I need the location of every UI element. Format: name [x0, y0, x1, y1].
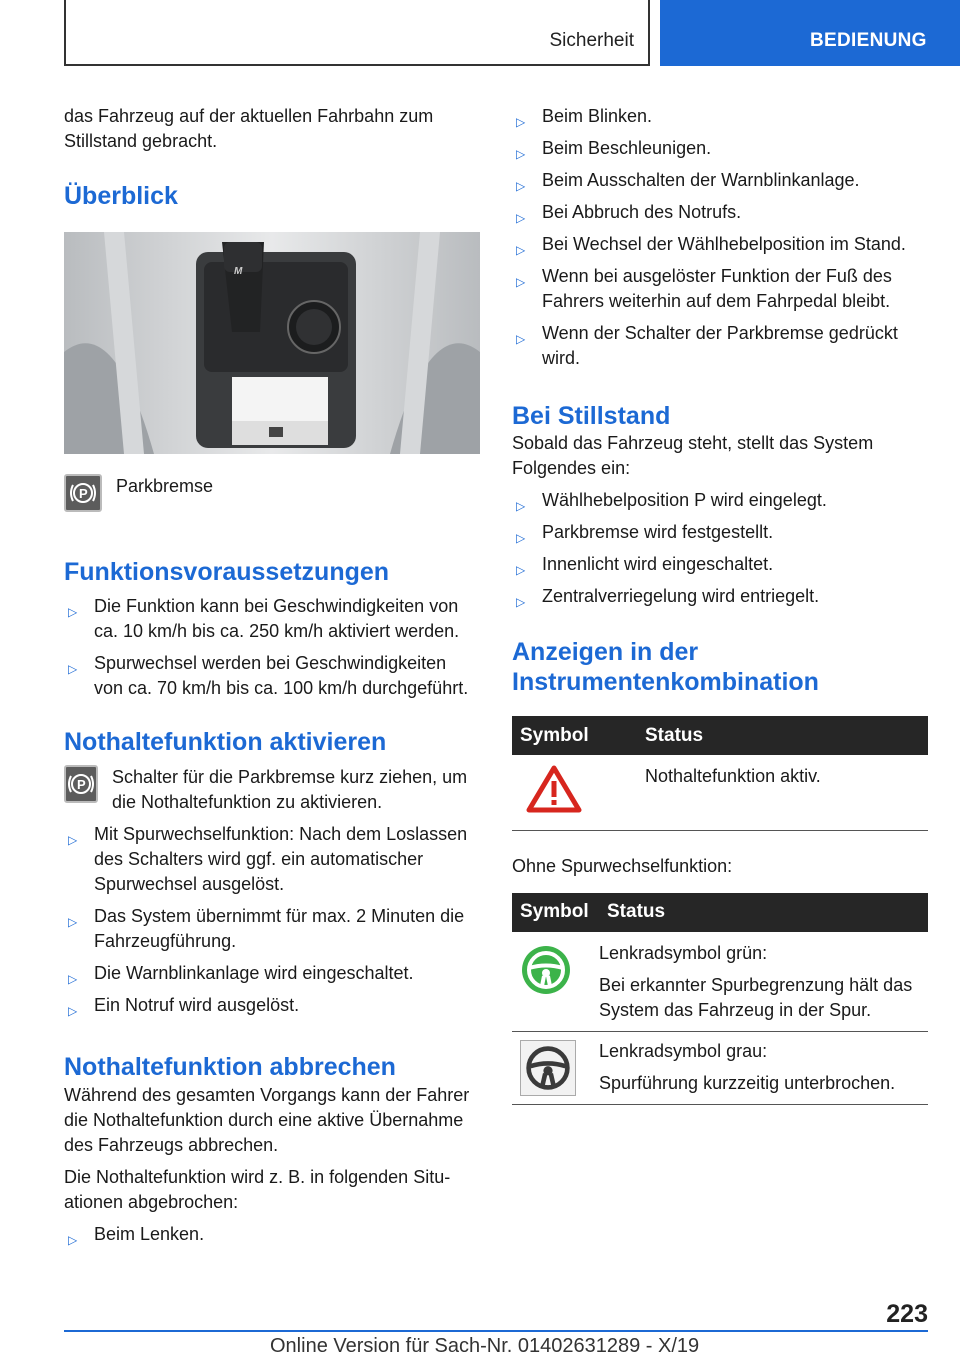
header-chapter-title: BEDIENUNG	[810, 30, 927, 51]
warning-triangle-icon	[526, 765, 582, 813]
bullet-triangle-icon: ▷	[68, 662, 78, 676]
bullet-triangle-icon: ▷	[516, 211, 526, 225]
bullet-triangle-icon: ▷	[516, 115, 526, 129]
standstill-heading: Bei Stillstand	[512, 402, 671, 430]
bullet-triangle-icon: ▷	[68, 915, 78, 929]
list-item: ▷ Wenn der Schalter der Parkbremse gedrückt wird.	[516, 323, 898, 368]
requirements-heading: Funktionsvoraussetzungen	[64, 558, 390, 586]
list-item: ▷ Mit Spurwechselfunktion: Nach dem Loslassen des Schalters wird ggf. ein automatischer Spurwechsel ausgelöst.	[68, 824, 468, 894]
activate-text: Schalter für die Parkbremse kurz ziehen, um die Nothaltefunktion zu aktivieren.	[112, 767, 468, 812]
list-item: ▷ Parkbremse wird festgestellt.	[512, 520, 928, 545]
list-item: ▷ Beim Lenken.	[64, 1222, 480, 1247]
abort-paragraph-2: Die Nothaltefunktion wird z. B. in folgenden Situationen abgebrochen:	[64, 1167, 451, 1212]
right-column	[512, 100, 928, 1105]
list-item: ▷ Zentralverriegelung wird entriegelt.	[512, 584, 928, 609]
list-item: ▷ Beim Ausschalten der Warnblinkanlage.	[512, 168, 928, 193]
list-item: ▷ Spurwechsel werden bei Geschwindigkeiten von ca. 70 km/h bis ca. 100 km/h durchgeführt.	[68, 653, 469, 698]
parkbremse-legend	[64, 474, 480, 512]
parkbremse-label: Parkbremse	[116, 476, 214, 496]
svg-text:P: P	[79, 486, 88, 501]
bullet-triangle-icon: ▷	[516, 595, 526, 609]
table-row	[512, 755, 928, 830]
parking-brake-icon	[64, 474, 102, 512]
page-number: 223	[886, 1300, 928, 1328]
bullet-triangle-icon: ▷	[68, 605, 78, 619]
bullet-triangle-icon: ▷	[68, 833, 78, 847]
list-item: ▷ Das System übernimmt für max. 2 Minuten die Fahrzeugführung.	[68, 906, 465, 951]
abort-list-continued	[512, 104, 928, 371]
bullet-triangle-icon: ▷	[516, 147, 526, 161]
header-chapter-tab	[660, 0, 960, 66]
list-item: ▷ Beim Beschleunigen.	[512, 136, 928, 161]
status-description: Bei erkannter Spurbegrenzung hält das System das Fahrzeug in der Spur.	[599, 974, 913, 1020]
table-cell-status: Nothaltefunktion aktiv.	[637, 755, 928, 830]
bullet-triangle-icon: ▷	[516, 499, 526, 513]
list-item: ▷ Wenn bei ausgelöster Funktion der Fuß des Fahrers weiterhin auf dem Fahrpedal bleibt.	[516, 266, 892, 311]
table-header-status: Status	[599, 893, 928, 932]
list-item: ▷ Innenlicht wird eingeschaltet.	[512, 552, 928, 577]
bullet-triangle-icon: ▷	[68, 1004, 78, 1018]
table-header-symbol: Symbol	[512, 716, 637, 755]
overview-heading: Überblick	[64, 182, 178, 210]
activate-list	[64, 822, 480, 1018]
parking-brake-icon	[64, 765, 98, 803]
status-table-1	[512, 716, 928, 831]
bullet-triangle-icon: ▷	[516, 332, 526, 346]
bullet-triangle-icon: ▷	[516, 563, 526, 577]
footer-text: Online Version für Sach-Nr. 01402631289 - X/19	[270, 1335, 700, 1357]
list-item: ▷ Beim Blinken.	[512, 104, 928, 129]
table-row	[512, 1031, 928, 1104]
list-item: ▷ Bei Wechsel der Wählhebelposition im Stand.	[512, 232, 928, 257]
intro-text: das Fahrzeug auf der aktuellen Fahrbahn zum Stillstand gebracht.	[64, 106, 434, 151]
bullet-triangle-icon: ▷	[516, 275, 526, 289]
list-item: ▷ Die Funktion kann bei Geschwindigkeiten von ca. 10 km/h bis ca. 250 km/h aktiviert werden.	[68, 596, 460, 641]
console-photo	[64, 232, 480, 454]
table-header-status: Status	[637, 716, 928, 755]
activate-legend	[64, 765, 480, 815]
status-table-2	[512, 893, 928, 1105]
list-item: ▷ Bei Abbruch des Notrufs.	[512, 200, 928, 225]
status-description: Spurführung kurzzeitig unterbrochen.	[599, 1072, 896, 1093]
activate-heading: Nothaltefunktion aktivieren	[64, 728, 387, 756]
left-column	[64, 100, 480, 1247]
abort-paragraph-1: Während des gesamten Vorgangs kann der Fahrer die Nothaltefunktion durch eine aktive Übernahme des Fahrzeugs abbrechen.	[64, 1085, 470, 1155]
steering-wheel-grey-icon	[520, 1040, 576, 1096]
list-item: ▷ Ein Notruf wird ausgelöst.	[64, 993, 480, 1018]
footer-divider	[64, 1330, 928, 1332]
display-heading: Anzeigen in der Instrumentenkombination	[512, 638, 819, 696]
status-title: Lenkradsymbol grün:	[599, 942, 768, 963]
abort-heading: Nothaltefunktion abbrechen	[64, 1053, 396, 1081]
list-item: ▷ Die Warnblinkanlage wird eingeschaltet.	[64, 961, 480, 986]
abort-list	[64, 1222, 480, 1247]
svg-text:M: M	[234, 266, 243, 277]
standstill-text: Sobald das Fahrzeug steht, stellt das System Folgendes ein:	[512, 433, 874, 478]
svg-text:P: P	[77, 777, 86, 792]
bullet-triangle-icon: ▷	[516, 179, 526, 193]
requirements-list	[64, 594, 480, 701]
bullet-triangle-icon: ▷	[68, 1233, 78, 1247]
header-section-tab	[64, 0, 650, 66]
without-lane-change-label: Ohne Spurwechselfunktion:	[512, 855, 733, 876]
status-title: Lenkradsymbol grau:	[599, 1040, 768, 1061]
bullet-triangle-icon: ▷	[516, 243, 526, 257]
list-item: ▷ Wählhebelposition P wird eingelegt.	[512, 488, 928, 513]
header-section-title: Sicherheit	[549, 30, 634, 51]
standstill-list	[512, 488, 928, 609]
table-row	[512, 932, 928, 1032]
bullet-triangle-icon: ▷	[68, 972, 78, 986]
table-header-symbol: Symbol	[512, 893, 599, 932]
steering-wheel-green-icon	[520, 944, 572, 996]
bullet-triangle-icon: ▷	[516, 531, 526, 545]
